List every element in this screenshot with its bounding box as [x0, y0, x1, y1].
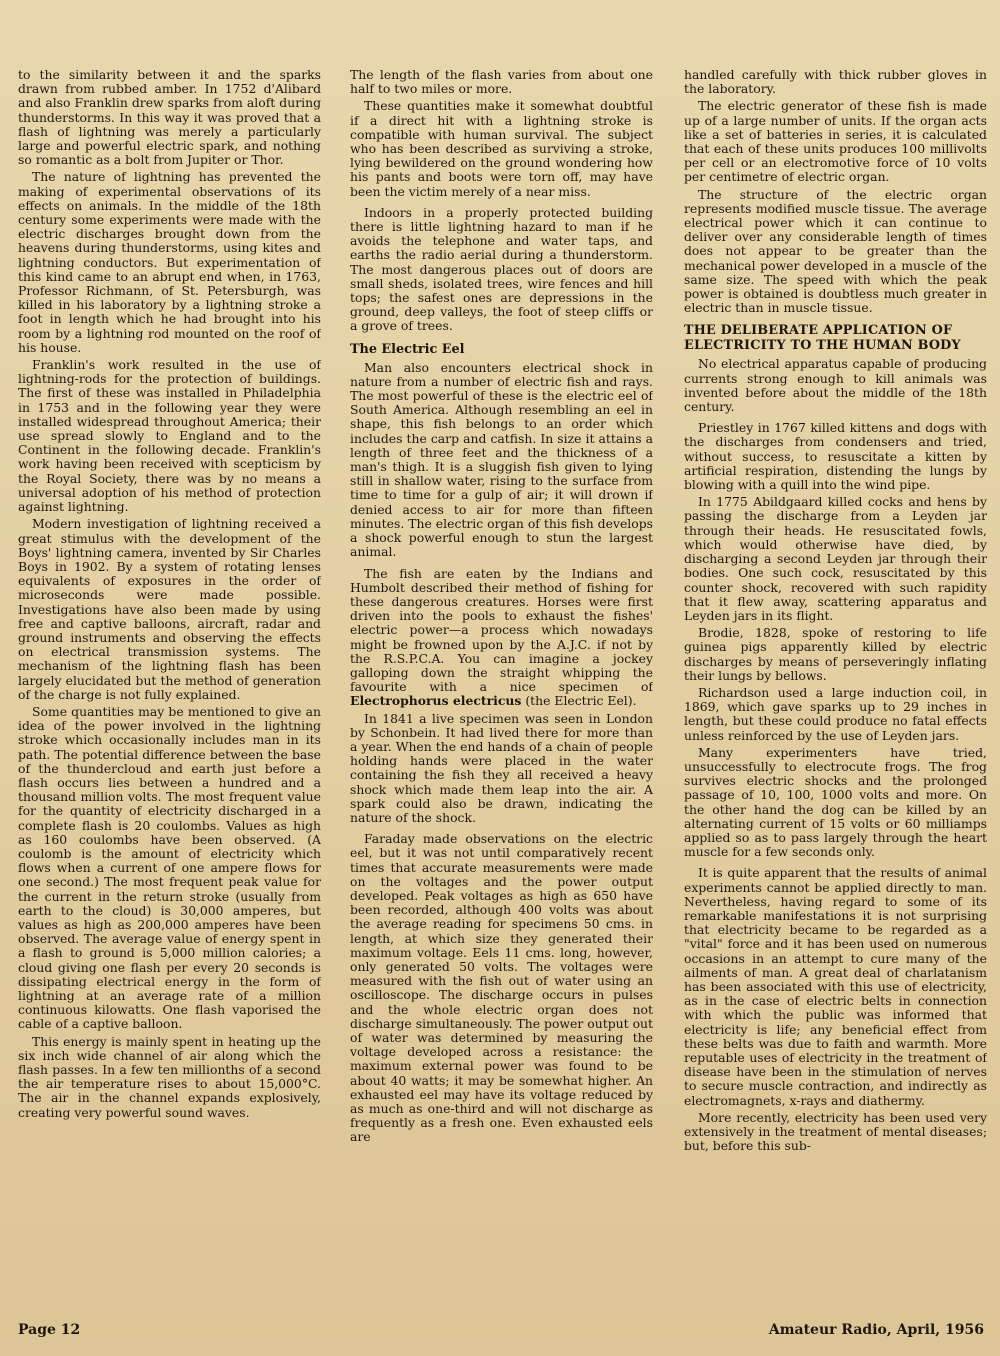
- page-number: Page 12: [18, 1322, 81, 1338]
- paragraph: In 1841 a live specimen was seen in London by Schonbein. It had lived there for more than a year. When the end hands of a chain of people holding hands were placed in the water containing the fish they all received a heavy shock which made them leap into the air. A spark could also be drawn, indicating the nature of the shock.: [350, 710, 653, 825]
- paragraph: [350, 567, 653, 709]
- paragraph: It is quite apparent that the results of animal experiments cannot be applied directly to man. Nevertheless, having regard to some of its remarkable manifestations it is not surprising that electricity became to be regarded as a "vital" force and it has been used on numerous occasions in an attempt to cure many of the ailments of man. A great deal of charlatanism has been associated with this use of electricity, as in the case of electric belts in connection with which the public was informed that electricity is life; any beneficial effect from these belts was due to faith and warmth. More reputable uses of electricity in the treatment of disease have been in the stimulation of nerves to secure muscle contraction, and indirectly as electromagnets, x-rays and diathermy.: [684, 865, 987, 1108]
- paragraph: Faraday made observations on the electric eel, but it was not until comparatively recent times that accurate measurements were made on the voltages and the power output developed. Peak voltages as high as 650 have been recorded, although 400 volts was about the average reading for specimens 50 cms. in length, at which size they generated their maximum voltage. Eels 11 cms. long, however, only generated 50 volts. The voltages were measured with the fish out of water using an oscilloscope. The discharge occurs in pulses and the whole electric organ does not discharge simultaneously. The power output out of water was determined by measuring the voltage developed across a resistance: the maximum external power was found to be about 40 watts; it may be somewhat higher. An exhausted eel may have its voltage reduced by as much as one-third and will not discharge as frequently as a fresh one. Even exhausted eels are: [350, 831, 653, 1145]
- paragraph: Man also encounters electrical shock in nature from a number of electric fish and rays. The most powerful of these is the electric eel of South America. Although resembling an eel in shape, this fish belongs to an order which includes the carp and catfish. In size it attains a length of three feet and the thickness of a man's thigh. It is a sluggish fish given to lying still in shallow water, rising to the surface from time to time for a gulp of air; it will drown if denied access to air for more than fifteen minutes. The electric organ of this fish develops a shock powerful enough to stun the largest animal.: [350, 359, 653, 560]
- paragraph: More recently, electricity has been used very extensively in the treatment of mental diseases; but, before this sub-: [684, 1109, 987, 1154]
- text-column-3: [684, 68, 987, 1316]
- paragraph: This energy is mainly spent in heating up the six inch wide channel of air along which the flash passes. In a few ten millionths of a second the air temperature rises to about 15,000°C. The air in the channel expands explosively, creating very powerful sound waves.: [18, 1033, 321, 1120]
- section-heading-application: THE DELIBERATE APPLICATION OF ELECTRICITY TO THE HUMAN BODY: [684, 323, 961, 354]
- paragraph: Modern investigation of lightning received a great stimulus with the development of the Boys' lightning camera, invented by Sir Charles Boys in 1902. By a system of rotating lenses equivalents of exposures in the order of microseconds were made possible. Investigations have also been made by using free and captive balloons, aircraft, radar and ground instruments and observing the effects on electrical transmission systems. The mechanism of the lightning flash has been largely elucidated but the method of generation of the charge is not fully explained.: [18, 516, 321, 702]
- paragraph: The nature of lightning has prevented the making of experimental observations of its effects on animals. In the middle of the 18th century some experiments were made with the electric discharges brought down from the heavens during thunderstorms, using kites and lightning conductors. But experimentation of this kind came to an abrupt end when, in 1763, Professor Richmann, of St. Petersburgh, was killed in his laboratory by a lightning stroke a foot in length which he had brought into his room by a lightning rod mounted on the roof of his house.: [18, 169, 321, 355]
- paragraph: Richardson used a large induction coil, in 1869, which gave sparks up to 29 inches in length, but these could produce no fatal effects unless reinforced by the use of Leyden jars.: [684, 684, 987, 743]
- paragraph: Many experimenters have tried, unsuccessfully to electrocute frogs. The frog survives electric shocks and the prolonged passage of 10, 100, 1000 volts and more. On the other hand the dog can be killed by an alternating current of 15 volts or 60 milliamps applied so as to pass largely through the heart muscle for a few seconds only.: [684, 744, 987, 860]
- paragraph: The length of the flash varies from about one half to two miles or more.: [350, 68, 653, 97]
- paragraph: to the similarity between it and the sparks drawn from rubbed amber. In 1752 d'Alibard and also Franklin drew sparks from aloft during thunderstorms. In this way it was proved that a flash of lightning was merely a particularly large and powerful electric spark, and nothing so romantic as a bolt from Jupiter or Thor.: [18, 68, 321, 168]
- paragraph: Brodie, 1828, spoke of restoring to life guinea pigs apparently killed by electric discharges by means of perseveringly inflating their lungs by bellows.: [684, 625, 987, 683]
- paragraph-text: (the Electric Eel).: [525, 693, 637, 709]
- paragraph: The electric generator of these fish is made up of a large number of units. If the organ acts like a set of batteries in series, it is calculated that each of these units produces 100 millivolts per cell or an electromotive force of 10 volts per centimetre of electric organ.: [684, 98, 987, 185]
- paragraph: handled carefully with thick rubber gloves in the laboratory.: [684, 68, 987, 97]
- species-name: Electrophorus electricus: [350, 693, 522, 709]
- paragraph: Indoors in a properly protected building there is little lightning hazard to man if he avoids the telephone and water taps, and earths the radio aerial during a thunderstorm. The most dangerous places out of doors are small sheds, isolated trees, wire fences and hill tops; the safest ones are depressions in the ground, deep valleys, the foot of steep cliffs or a grove of trees.: [350, 204, 653, 334]
- paragraph: Some quantities may be mentioned to give an idea of the power involved in the lightning stroke which occasionally includes man in its path. The potential difference between the base of the thundercloud and earth just before a flash occurs lies between a hundred and a thousand million volts. The most frequent value for the quantity of electricity discharged in a complete flash is 20 coulombs. Values as high as 160 coulombs have been observed. (A coulomb is the amount of electricity which flows when a current of one ampere flows for one second.) The most frequent peak value for the current in the return stroke (usually from earth to the cloud) is 30,000 amperes, but values as high as 200,000 amperes have been observed. The average value of energy spent in a flash to ground is 5,000 million calories; a cloud giving one flash per every 20 seconds is dissipating electrical energy in the form of lightning at an average rate of a million continuous kilowatts. One flash vaporised the cable of a captive balloon.: [18, 703, 321, 1032]
- text-column-2: [350, 68, 653, 1316]
- paragraph-text: The fish are eaten by the Indians and Humbolt described their method of fishing for these dangerous creatures. Horses were first driven into the pools to exhaust the fishes' electric power—a process which nowadays might be frowned upon by the A.J.C. if not by the R.S.P.C.A. You can imagine a jockey galloping down the straight whipping the favourite with a nice specimen of: [350, 565, 653, 695]
- paragraph: The structure of the electric organ represents modified muscle tissue. The average electrical power which it can continue to deliver over any considerable length of times does not appear to be greater than the mechanical power developed in a muscle of the same size. The speed with which the peak power is obtained is doubtless much greater in electric than in muscle tissue.: [684, 186, 987, 316]
- text-column-1: [18, 68, 321, 1316]
- paragraph: Priestley in 1767 killed kittens and dogs with the discharges from condensers and tried, without success, to resuscitate a kitten by artificial respiration, distending the lungs by blowing with a quill into the wind pipe.: [684, 420, 987, 493]
- paragraph: Franklin's work resulted in the use of lightning-rods for the protection of buildings. The first of these was installed in Philadelphia in 1753 and in the following year they were installed widespread throughout America; their use spread slowly to England and to the Continent in the following decade. Franklin's work having been received with scepticism by the Royal Society, there was by no means a universal adoption of his method of protection against lightning.: [18, 357, 321, 515]
- paragraph: No electrical apparatus capable of producing currents strong enough to kill animals was invented before about the middle of the 18th century.: [684, 356, 987, 415]
- section-heading-electric-eel: The Electric Eel: [350, 341, 465, 357]
- publication-line: Amateur Radio, April, 1956: [768, 1322, 984, 1338]
- paragraph: In 1775 Abildgaard killed cocks and hens by passing the discharge from a Leyden jar through their heads. He resuscitated fowls, which would otherwise have died, by discharging a second Leyden jar through their bodies. One such cock, resuscitated by this counter shock, recovered with such rapidity that it flew away, scattering apparatus and Leyden jars in its flight.: [684, 494, 987, 623]
- paragraph: These quantities make it somewhat doubtful if a direct hit with a lightning stroke is compatible with human survival. The subject who has been described as surviving a stroke, lying bewildered on the ground wondering how his pants and boots were torn off, may have been the victim merely of a near miss.: [350, 98, 653, 199]
